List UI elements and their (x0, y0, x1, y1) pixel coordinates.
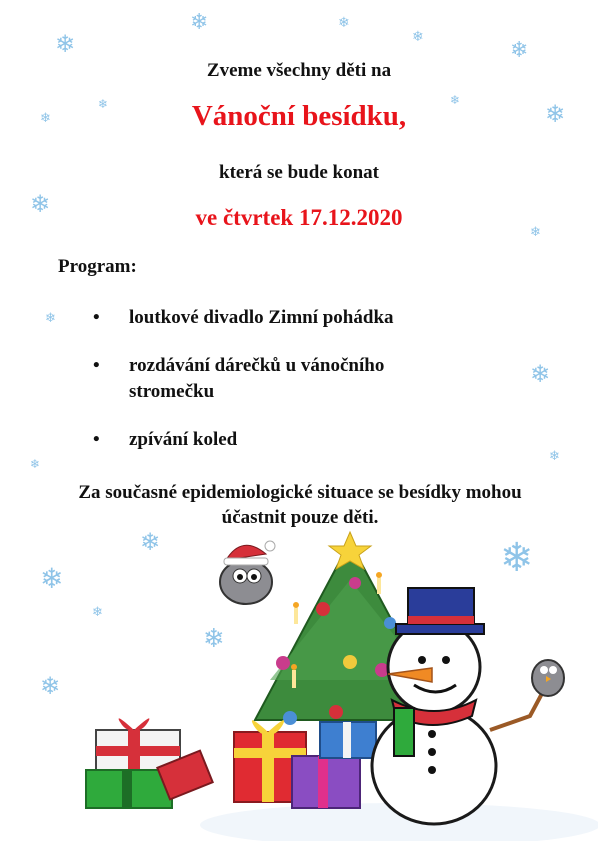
subtitle-text: která se bude konat (219, 162, 379, 183)
bullet-icon: • (93, 355, 100, 376)
snowflake-icon: ❄ (45, 311, 56, 326)
program-heading: Program: (58, 256, 137, 277)
snowflake-icon: ❄ (40, 562, 64, 595)
restriction-note: Za současné epidemiologické situace se besídky mohou účastnit pouze děti. (78, 482, 522, 528)
bullet-icon: • (93, 307, 100, 328)
snowflake-icon: ❄ (549, 449, 560, 464)
bird-icon (532, 660, 564, 696)
snowflake-icon: ❄ (92, 605, 103, 620)
snowflake-icon: ❄ (500, 535, 534, 581)
snowflake-icon: ❄ (450, 93, 461, 107)
snowflake-icon: ❄ (530, 225, 541, 240)
program-list (93, 305, 473, 475)
intro-text: Zveme všechny děti na (206, 60, 392, 81)
snowflake-icon: ❄ (338, 15, 350, 31)
program-item-text: loutkové divadlo Zimní pohádka (129, 307, 394, 328)
snowflake-icon: ❄ (40, 672, 61, 700)
snowflake-icon: ❄ (140, 528, 161, 556)
program-item (93, 305, 473, 331)
owl-santa-hat-icon (220, 541, 275, 604)
program-item-text: rozdávání dárečků u vánočního stromečku (129, 355, 385, 402)
program-item-text: zpívání koled (129, 429, 238, 450)
snowflake-icon: ❄ (98, 97, 109, 111)
snowflake-icon: ❄ (203, 624, 225, 654)
program-item (93, 353, 473, 405)
snowflake-icon: ❄ (30, 457, 41, 471)
snowflake-icon: ❄ (30, 190, 51, 218)
snowflake-icon: ❄ (545, 100, 566, 128)
snowflake-icon: ❄ (510, 38, 529, 63)
snowflake-icon: ❄ (40, 111, 51, 126)
gift-boxes-icon (86, 718, 376, 808)
snowman-icon (372, 588, 546, 824)
event-date: ve čtvrtek 17.12.2020 (195, 205, 403, 230)
snowflake-icon: ❄ (55, 30, 76, 58)
snowflake-icon: ❄ (530, 360, 551, 388)
christmas-illustration (0, 520, 598, 841)
snowflake-icon: ❄ (190, 10, 209, 35)
program-item (93, 427, 473, 453)
bullet-icon: • (93, 429, 100, 450)
snowflake-icon: ❄ (412, 29, 424, 45)
event-title: Vánoční besídku, (191, 100, 407, 132)
